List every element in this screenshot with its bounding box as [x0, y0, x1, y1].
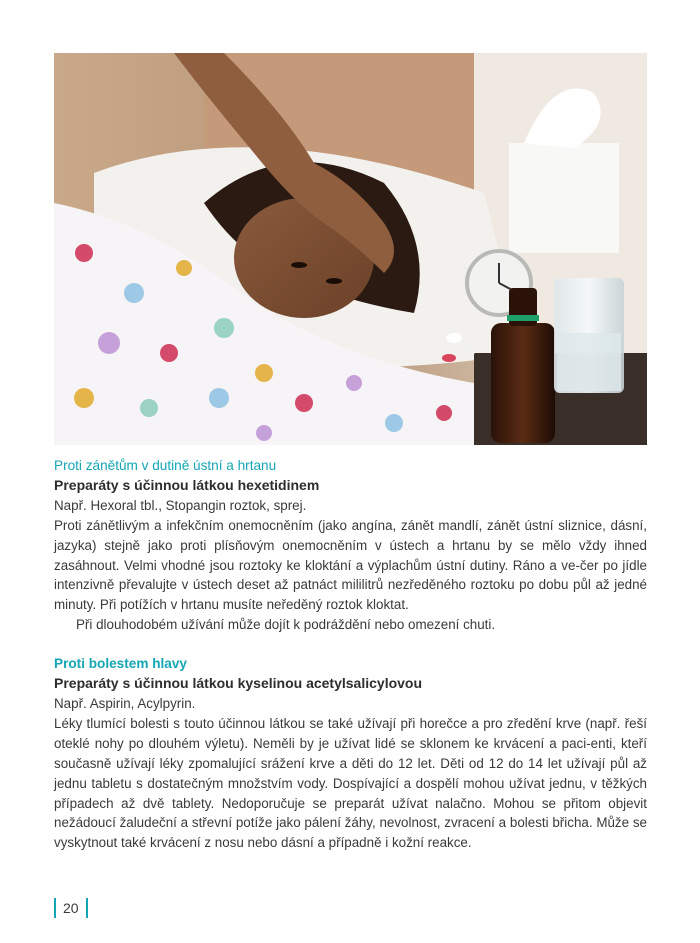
- page-footer: [54, 898, 88, 918]
- examples-hexetidine: Např. Hexoral tbl., Stopangin roztok, sprej.: [54, 497, 307, 513]
- photo-illustration: [54, 53, 647, 445]
- paragraph-aspirin: Léky tlumící bolesti s touto účinnou látkou se také užívají při horečce a pro zředění krve (např. řeší oteklé nohy po dlouhém výletu). Neměli by je užívat lidé se sklonem ke krvácení a paci-enti, kteří současně užívají léky zpomalující srážení krve a děti do 12 let. Děti od 12 do 14 let užívají půl až jednu tabletu s dostatečným množstvím vody. Dospívající a dospělí mohou užívat jednu, v těžkých případech až dvě tablety. Nedoporučuje se preparát užívat nalačno. Mohou se přitom objevit nežádoucí žaludeční a střevní potíže jako pálení žáhy, nevolnost, zvracení a bolesti břicha. Může se vyskytnout také krvácení z nosu nebo dásní a případně i kožní reakce.: [54, 715, 647, 851]
- note-hexetidine: Při dlouhodobém užívání může dojít k podráždění nebo omezení chuti.: [76, 617, 496, 633]
- section-heading-aspirin: Preparáty s účinnou látkou kyselinou acetylsalicylovou: [54, 675, 423, 692]
- photo-sick-woman: [54, 53, 647, 445]
- paragraph-hexetidine: Proti zánětlivým a infekčním onemocněním (jako angína, zánět mandlí, zánět ústní sliznice, dásní, jazyka) stejně jako proti plísňovým onemocněním v ústech a hrtanu by se mělo vždy ihned zasáhnout. Velmi vhodné jsou roztoky ke kloktání a výplachům ústní dutiny. Ráno a ve-čer po jídle intenzivně převalujte v ústech deset až patnáct mililitrů nezředěného roztoku po dobu půl až jedné minuty. Při potížích v hrtanu musíte neředěný roztok kloktat.: [54, 517, 647, 613]
- footer-bar-right: [86, 898, 88, 918]
- section-kicker-mouth-throat: Proti zánětům v dutině ústní a hrtanu: [54, 458, 277, 473]
- section-spacer: [54, 635, 647, 654]
- page-number: 20: [63, 900, 79, 916]
- article-content: [54, 456, 647, 853]
- examples-aspirin: Např. Aspirin, Acylpyrin.: [54, 695, 196, 711]
- section-kicker-headache: Proti bolestem hlavy: [54, 656, 187, 672]
- section-heading-hexetidine: Preparáty s účinnou látkou hexetidinem: [54, 476, 320, 493]
